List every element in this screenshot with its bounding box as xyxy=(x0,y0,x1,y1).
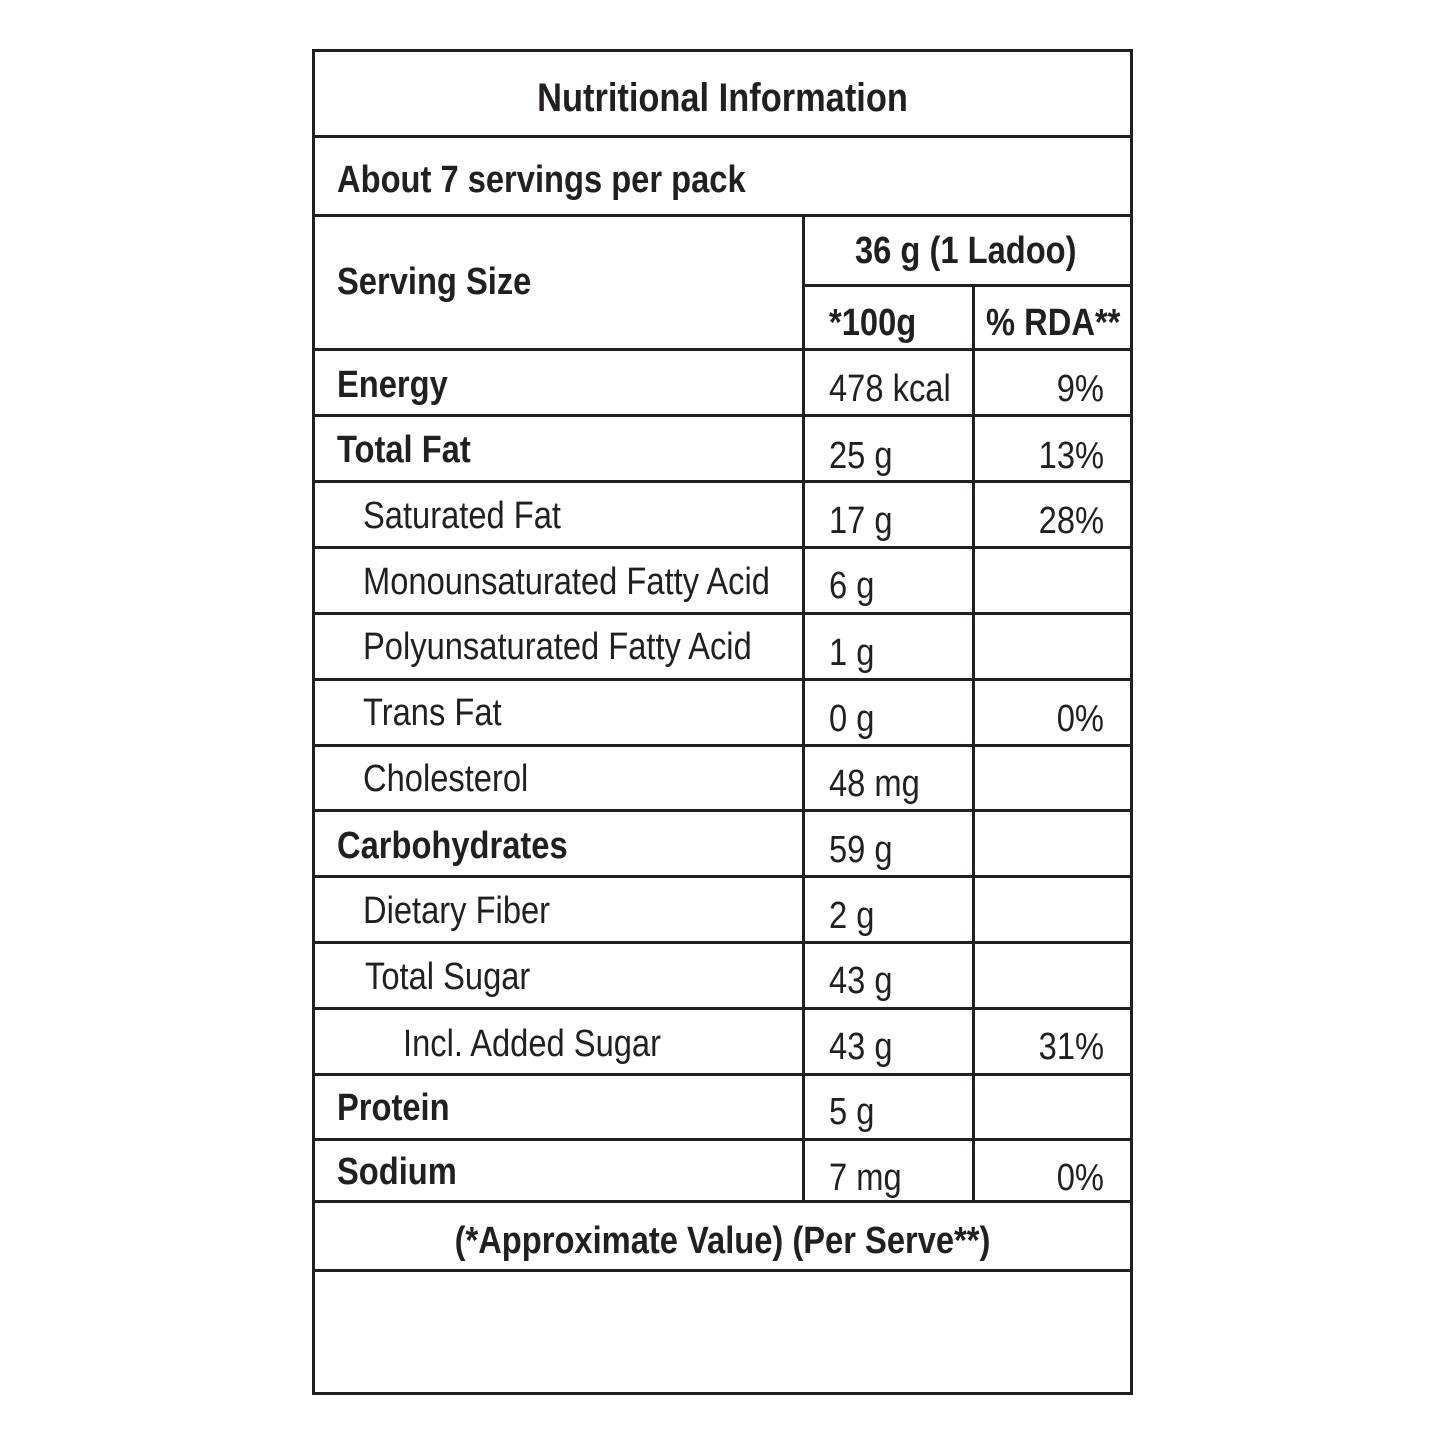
row-label-carbohydrates: Carbohydrates xyxy=(337,825,568,867)
column-divider-rda xyxy=(972,284,975,1202)
column-divider-value xyxy=(802,214,805,1202)
label-title: Nutritional Information xyxy=(537,76,908,120)
row-label-dietary-fiber: Dietary Fiber xyxy=(363,890,551,932)
divider xyxy=(802,284,1130,287)
row-rda-saturated-fat: 28% xyxy=(1038,500,1104,542)
row-rda-added-sugar: 31% xyxy=(1038,1026,1104,1068)
divider xyxy=(315,809,1130,812)
row-label-added-sugar: Incl. Added Sugar xyxy=(403,1023,661,1065)
row-label-polyunsaturated: Polyunsaturated Fatty Acid xyxy=(363,626,752,668)
row-value-added-sugar: 43 g xyxy=(829,1026,893,1068)
divider xyxy=(315,546,1130,549)
divider xyxy=(315,414,1130,417)
row-value-dietary-fiber: 2 g xyxy=(829,895,875,937)
row-label-protein: Protein xyxy=(337,1087,450,1129)
divider xyxy=(315,612,1130,615)
serving-size-value: 36 g (1 Ladoo) xyxy=(855,230,1077,272)
row-value-trans-fat: 0 g xyxy=(829,698,875,740)
row-value-total-fat: 25 g xyxy=(829,435,893,477)
row-value-total-sugar: 43 g xyxy=(829,960,893,1002)
divider xyxy=(315,348,1130,351)
row-label-sodium: Sodium xyxy=(337,1151,457,1193)
divider xyxy=(315,214,1130,217)
divider xyxy=(315,1269,1130,1272)
row-value-protein: 5 g xyxy=(829,1091,875,1133)
servings-per-pack: About 7 servings per pack xyxy=(337,159,746,201)
divider xyxy=(315,941,1130,944)
row-rda-trans-fat: 0% xyxy=(1056,698,1104,740)
nutrition-label xyxy=(312,49,1133,1395)
row-label-trans-fat: Trans Fat xyxy=(363,692,502,734)
row-value-monounsaturated: 6 g xyxy=(829,565,875,607)
row-value-sodium: 7 mg xyxy=(829,1157,902,1199)
row-value-energy: 478 kcal xyxy=(829,368,951,410)
row-label-energy: Energy xyxy=(337,364,448,406)
row-rda-energy: 9% xyxy=(1056,368,1104,410)
row-label-saturated-fat: Saturated Fat xyxy=(363,495,562,537)
row-label-total-sugar: Total Sugar xyxy=(365,956,531,998)
row-rda-sodium: 0% xyxy=(1056,1157,1104,1199)
divider xyxy=(315,480,1130,483)
row-rda-total-fat: 13% xyxy=(1038,435,1104,477)
footnote: (*Approximate Value) (Per Serve**) xyxy=(454,1220,991,1262)
serving-size-label: Serving Size xyxy=(337,261,532,303)
column-header-rda: % RDA** xyxy=(986,302,1121,344)
row-label-monounsaturated: Monounsaturated Fatty Acid xyxy=(363,561,770,603)
divider xyxy=(315,1007,1130,1010)
divider xyxy=(315,1200,1130,1203)
divider xyxy=(315,744,1130,747)
row-value-cholesterol: 48 mg xyxy=(829,763,920,805)
divider xyxy=(315,1138,1130,1141)
column-header-100g: *100g xyxy=(829,302,917,344)
row-value-carbohydrates: 59 g xyxy=(829,829,893,871)
divider xyxy=(315,135,1130,138)
divider xyxy=(315,678,1130,681)
divider xyxy=(315,875,1130,878)
row-label-cholesterol: Cholesterol xyxy=(363,758,529,800)
divider xyxy=(315,1073,1130,1076)
row-value-polyunsaturated: 1 g xyxy=(829,632,875,674)
row-label-total-fat: Total Fat xyxy=(337,429,471,471)
row-value-saturated-fat: 17 g xyxy=(829,500,893,542)
